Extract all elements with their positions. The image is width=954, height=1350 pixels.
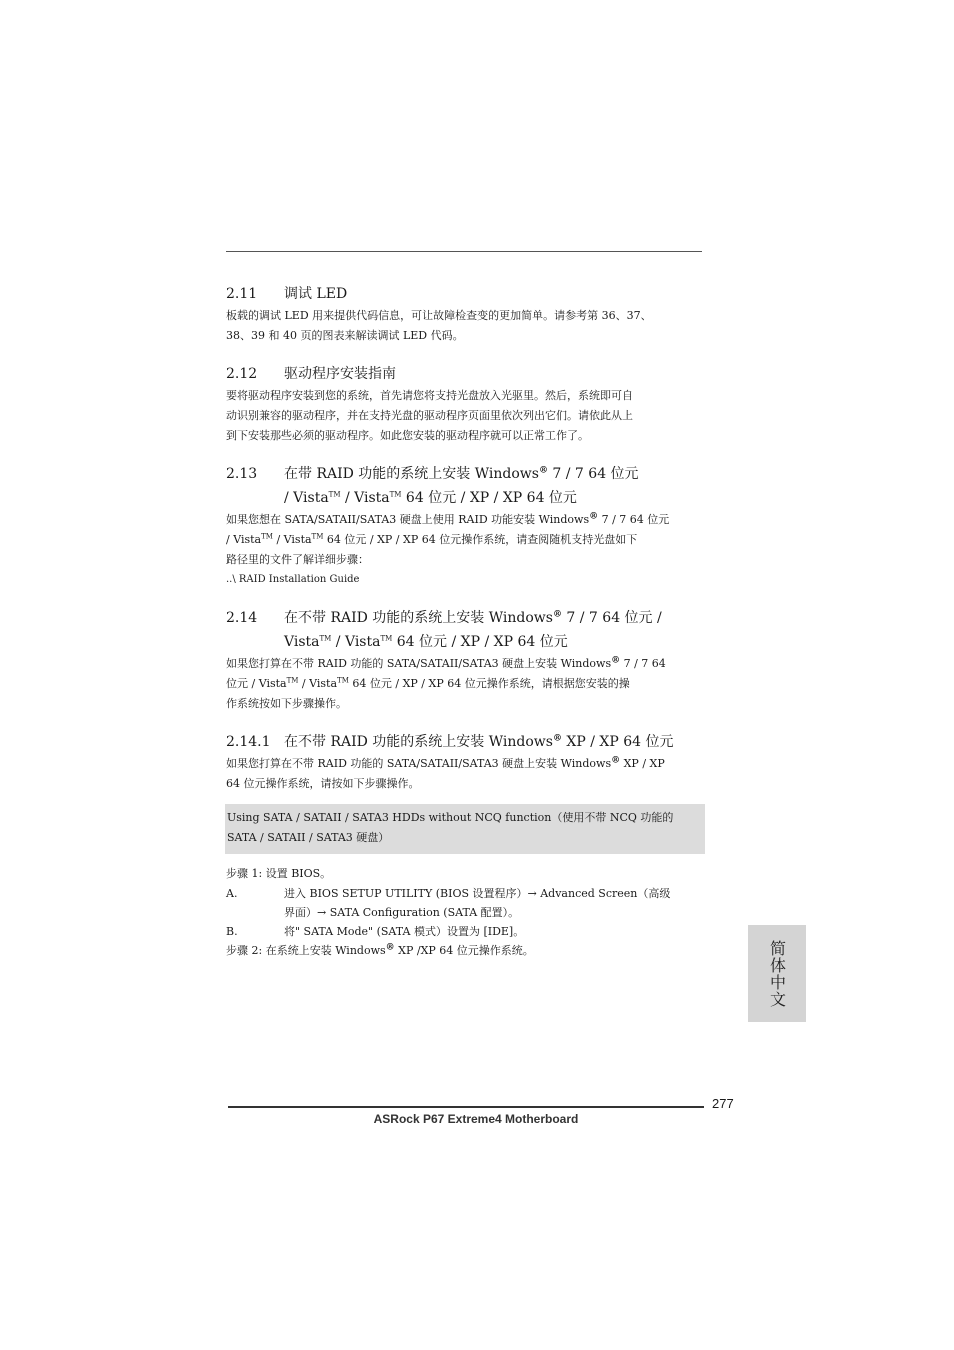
para-2-14-line1: 如果您打算在不带 RAID 功能的 SATA/SATAII/SATA3 硬盘上安装 Windows® 7 / 7 64 — [226, 655, 666, 670]
heading-2-13-line2: / Vista™ / Vista™ 64 位元 / XP / XP 64 位元 — [284, 490, 577, 506]
para-2-14-line2: 位元 / Vista™ / Vista™ 64 位元 / XP / XP 64 位元操作系统，请根据您安装的操 — [226, 676, 630, 690]
para-2-12-line3: 到下安装那些必须的驱动程序。如此您安装的驱动程序就可以正常工作了。 — [226, 429, 589, 442]
top-divider — [226, 251, 702, 252]
ncq-note-line2: SATA / SATAII / SATA3 硬盘） — [227, 831, 390, 844]
step-b: B. 将" SATA Mode" (SATA 模式）设置为 [IDE]。 — [226, 925, 525, 938]
ncq-note-line1: Using SATA / SATAII / SATA3 HDDs without NCQ function（使用不带 NCQ 功能的 — [227, 811, 674, 824]
para-2-12-line1: 要将驱动程序安装到您的系统，首先请您将支持光盘放入光驱里。然后，系统即可自 — [226, 389, 633, 402]
para-2-11-line1: 板载的调试 LED 用来提供代码信息，可让故障检查变的更加简单。请参考第 36、37、 — [226, 309, 652, 322]
para-2-12-line2: 动识别兼容的驱动程序，并在支持光盘的驱动程序页面里依次列出它们。请依此从上 — [226, 409, 633, 422]
heading-2-14-1: 2.14.1 在不带 RAID 功能的系统上安装 Windows® XP / XP 64 位元 — [226, 733, 674, 750]
path-raid-guide: ..\ RAID Installation Guide — [226, 574, 360, 585]
para-2-14-1-line2: 64 位元操作系统，请按如下步骤操作。 — [226, 777, 420, 790]
heading-2-14-line2: Vista™ / Vista™ 64 位元 / XP / XP 64 位元 — [284, 634, 568, 650]
para-2-11-line2: 38、39 和 40 页的图表来解读调试 LED 代码。 — [226, 329, 464, 342]
footer-title: ASRock P67 Extreme4 Motherboard — [373, 1112, 579, 1126]
para-2-14-line3: 作系统按如下步骤操作。 — [226, 697, 347, 710]
heading-2-12: 2.12 驱动程序安装指南 — [226, 366, 396, 382]
step-a: A. 进入 BIOS SETUP UTILITY (BIOS 设置程序）→ Advanced Screen（高级 界面）→ SATA Configuration (SATA 配置）。 — [226, 887, 671, 919]
para-2-13-line3: 路径里的文件了解详细步骤： — [226, 553, 369, 566]
para-2-13-line1: 如果您想在 SATA/SATAII/SATA3 硬盘上使用 RAID 功能安装 Windows® 7 / 7 64 位元 — [226, 511, 670, 526]
page-content — [226, 282, 704, 961]
heading-2-14: 2.14 在不带 RAID 功能的系统上安装 Windows® 7 / 7 64 位元 / — [226, 609, 662, 626]
para-2-14-1-line1: 如果您打算在不带 RAID 功能的 SATA/SATAII/SATA3 硬盘上安装 Windows® XP / XP — [226, 755, 665, 770]
footer-divider — [228, 1106, 704, 1108]
language-tab: 简体中文 — [748, 925, 806, 1022]
ncq-note-box — [225, 804, 705, 854]
heading-2-11: 2.11 调试 LED — [226, 286, 348, 302]
heading-2-13: 2.13 在带 RAID 功能的系统上安装 Windows® 7 / 7 64 位元 — [226, 465, 639, 482]
page-number: 277 — [712, 1096, 734, 1111]
step-1: 步骤 1: 设置 BIOS。 — [226, 867, 332, 880]
step-2: 步骤 2: 在系统上安装 Windows® XP /XP 64 位元操作系统。 — [226, 942, 534, 957]
para-2-13-line2: / Vista™ / Vista™ 64 位元 / XP / XP 64 位元操作系统，请查阅随机支持光盘如下 — [226, 532, 638, 546]
